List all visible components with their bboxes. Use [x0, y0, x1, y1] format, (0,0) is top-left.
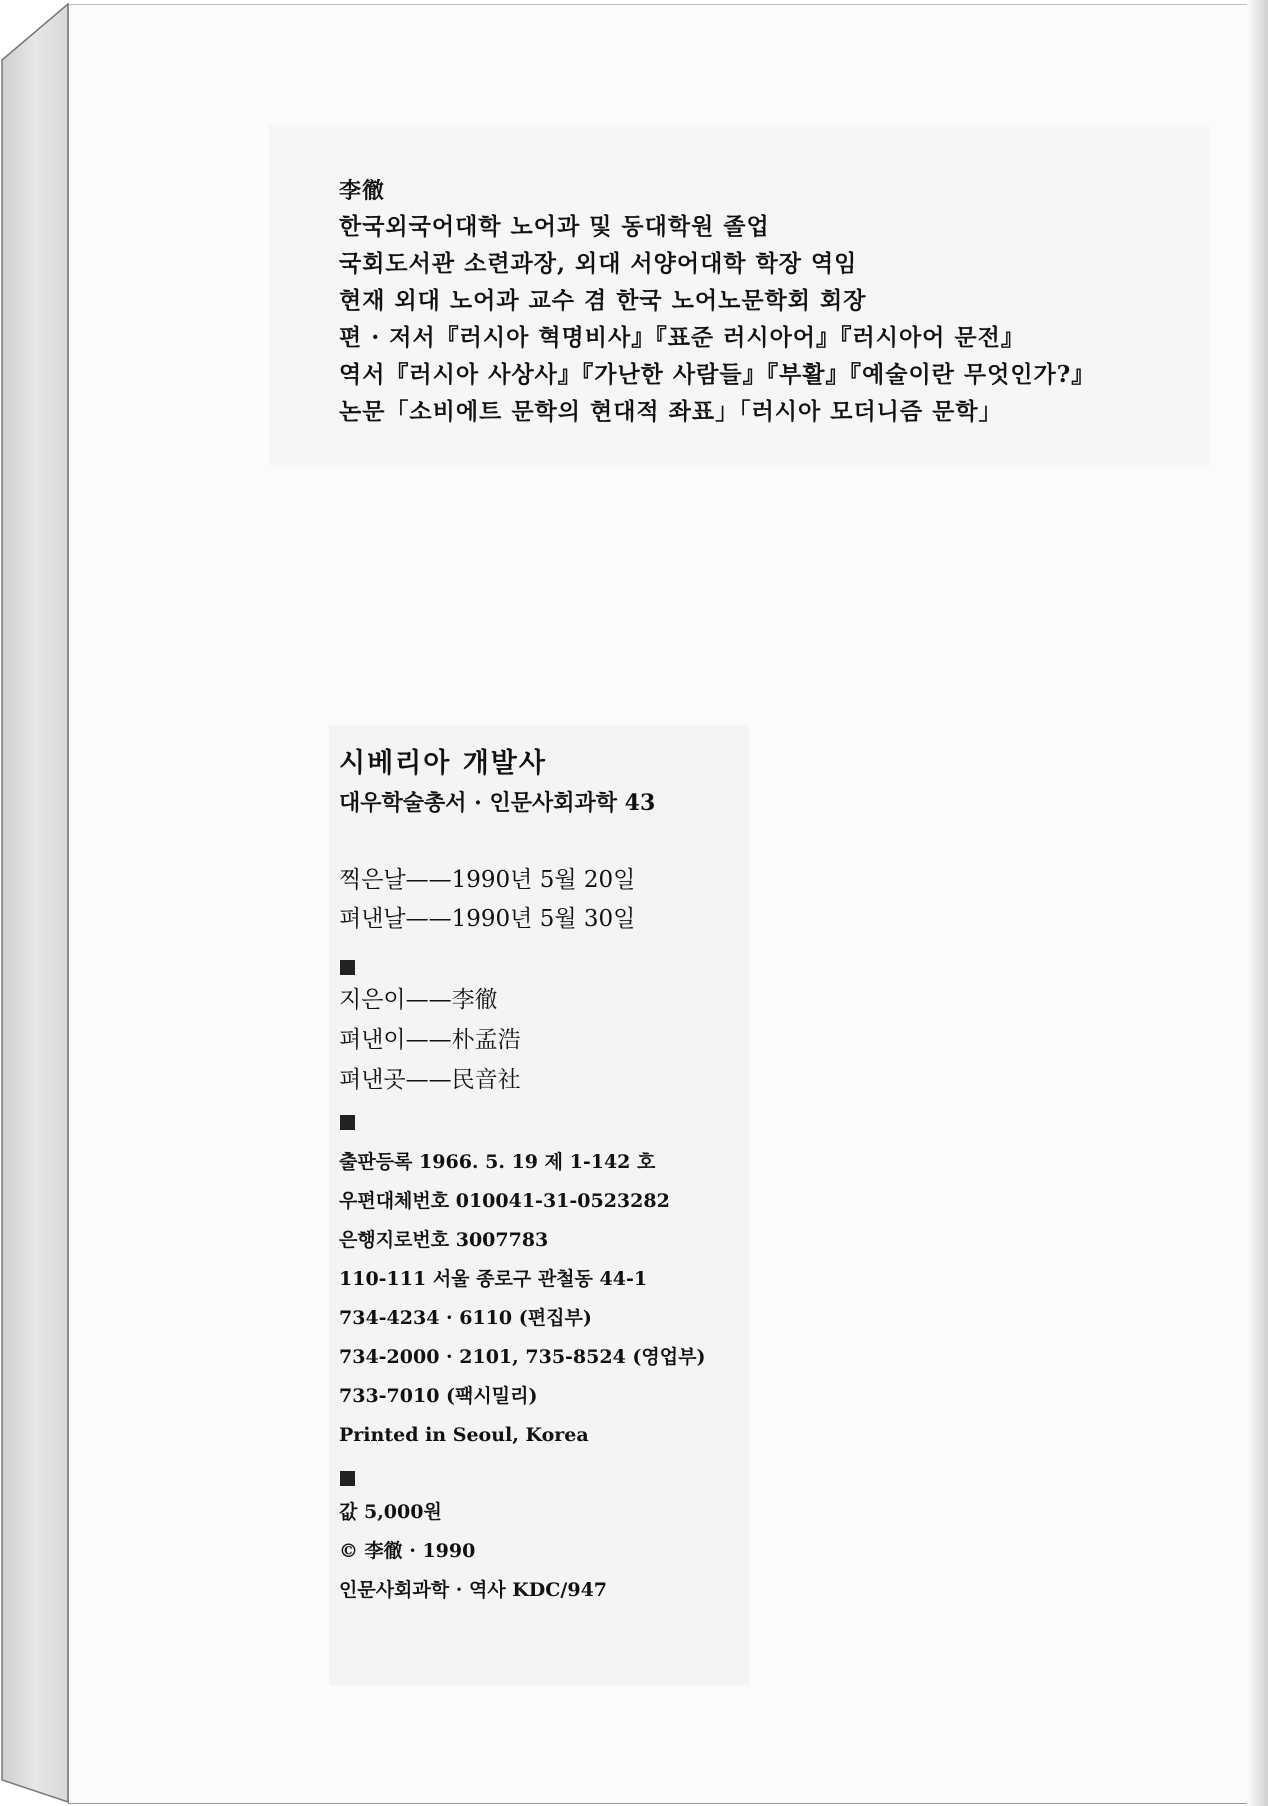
author-credit: 지은이——李徹 [339, 987, 498, 1013]
bio-line: 현재 외대 노어과 교수 겸 한국 노어노문학회 회장 [339, 287, 867, 314]
printed-in: Printed in Seoul, Korea [339, 1424, 589, 1446]
book-series: 대우학술총서 · 인문사회과학 43 [339, 790, 656, 816]
publisher-credit: 펴낸곳——民音社 [339, 1067, 521, 1093]
bio-line: 논문「소비에트 문학의 현대적 좌표」「러시아 모더니즘 문학」 [339, 398, 1003, 425]
postal-transfer-number: 우편대체번호 010041-31-0523282 [339, 1190, 670, 1212]
author-name: 李徹 [339, 178, 386, 204]
printed-date: 찍은날——1990년 5월 20일 [339, 867, 636, 893]
bio-line: 한국외국어대학 노어과 및 동대학원 졸업 [339, 213, 770, 240]
author-bio [269, 125, 1209, 465]
publisher-person-credit: 펴낸이——朴孟浩 [339, 1027, 521, 1053]
imprint [329, 725, 749, 1685]
book-title: 시베리아 개발사 [339, 748, 547, 779]
phone-editorial: 734-4234 · 6110 (편집부) [339, 1307, 592, 1329]
registration-info: 출판등록 1966. 5. 19 제 1-142 호 [339, 1151, 656, 1173]
bio-line: 편 · 저서『러시아 혁명비사』『표준 러시아어』『러시아어 문전』 [339, 324, 1025, 351]
bio-line: 국회도서관 소련과장, 외대 서양어대학 학장 역임 [339, 250, 858, 277]
fax: 733-7010 (팩시밀리) [339, 1385, 538, 1407]
address: 110-111 서울 종로구 관철동 44-1 [339, 1268, 648, 1290]
book-spine [0, 0, 70, 1806]
copyright-page [68, 4, 1247, 1804]
page-shadow [1246, 0, 1268, 1806]
section-marker [340, 1471, 355, 1486]
phone-sales: 734-2000 · 2101, 735-8524 (영업부) [339, 1346, 706, 1368]
bio-line: 역서『러시아 사상사』『가난한 사람들』『부활』『예술이란 무엇인가?』 [339, 361, 1096, 388]
classification: 인문사회과학 · 역사 KDC/947 [339, 1579, 608, 1601]
price: 값 5,000원 [339, 1501, 442, 1523]
copyright: © 李徹 · 1990 [339, 1540, 476, 1562]
published-date: 펴낸날——1990년 5월 30일 [339, 906, 636, 932]
section-marker [340, 1115, 355, 1130]
section-marker [340, 960, 355, 975]
bank-giro-number: 은행지로번호 3007783 [339, 1229, 549, 1251]
